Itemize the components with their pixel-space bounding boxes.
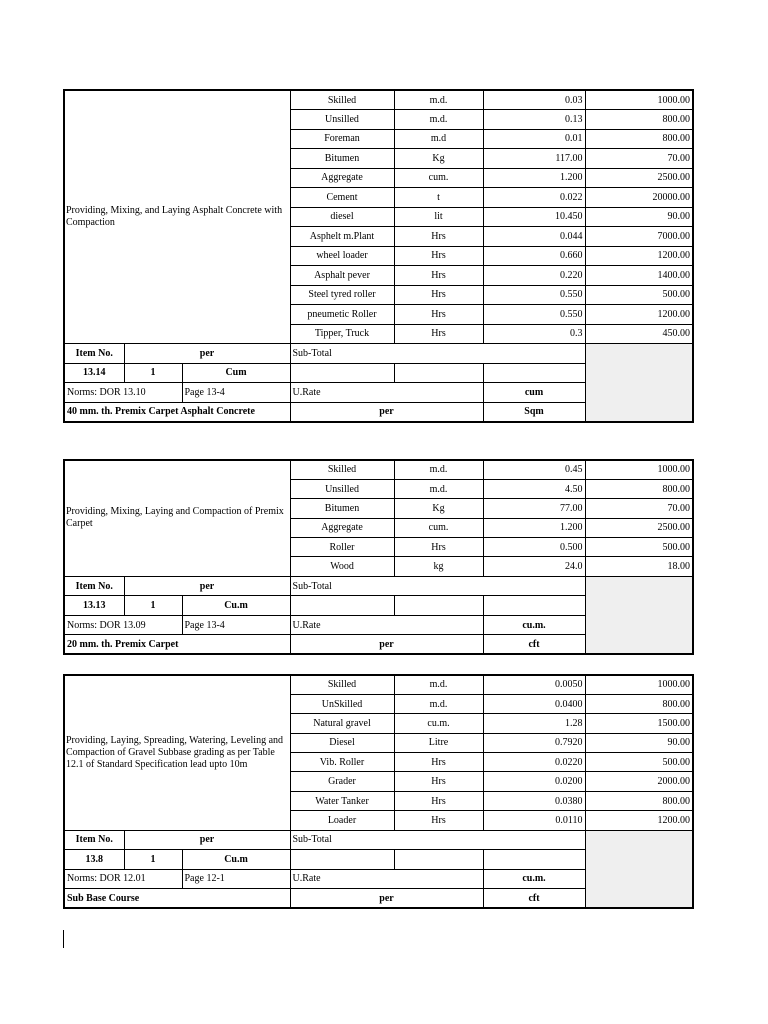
resource-rate: 7000.00 [585,227,693,247]
resource-name: Grader [290,772,394,791]
resource-quantity: 0.500 [483,538,585,557]
item-no-label: Item No. [64,344,124,364]
item-description: Providing, Mixing, and Laying Asphalt Concrete with Compaction [64,90,290,344]
resource-quantity: 77.00 [483,499,585,518]
amount-cell [585,344,693,422]
resource-quantity: 0.01 [483,129,585,149]
resource-unit: lit [394,207,483,227]
table-row [64,90,693,110]
blank-cell [483,596,585,616]
resource-rate: 18.00 [585,557,693,576]
resource-unit: kg [394,557,483,576]
resource-rate: 1400.00 [585,266,693,286]
per-unit: Cu.m [182,850,290,870]
resource-rate: 2000.00 [585,772,693,791]
resource-quantity: 0.0220 [483,753,585,772]
table-row [64,675,693,694]
footer-row [64,830,693,850]
resource-rate: 800.00 [585,110,693,130]
norms-reference: Norms: DOR 13.09 [64,615,182,635]
item-title: 20 mm. th. Premix Carpet [64,635,290,655]
table-row [64,460,693,479]
resource-unit: m.d. [394,460,483,479]
resource-name: Cement [290,188,394,208]
resource-unit: Hrs [394,772,483,791]
resource-rate: 500.00 [585,285,693,305]
resource-unit: cum. [394,518,483,537]
resource-unit: Hrs [394,811,483,830]
subtotal-label: Sub-Total [290,830,585,850]
resource-rate: 2500.00 [585,518,693,537]
resource-name: Steel tyred roller [290,285,394,305]
resource-rate: 90.00 [585,207,693,227]
resource-rate: 800.00 [585,791,693,810]
urate-unit: cu.m. [483,869,585,889]
resource-name: Tipper, Truck [290,324,394,344]
resource-name: Asphalt pever [290,266,394,286]
norms-reference: Norms: DOR 13.10 [64,383,182,403]
resource-name: Wood [290,557,394,576]
resource-quantity: 117.00 [483,149,585,169]
resource-name: Loader [290,811,394,830]
blank-cell [394,596,483,616]
resource-quantity: 0.022 [483,188,585,208]
resource-name: Aggregate [290,168,394,188]
resource-rate: 20000.00 [585,188,693,208]
resource-name: Unsilled [290,479,394,498]
resource-name: wheel loader [290,246,394,266]
alt-unit: Sqm [483,402,585,422]
page-reference: Page 12-1 [182,869,290,889]
blank-cell [290,363,394,383]
urate-label: U.Rate [290,615,483,635]
resource-unit: Hrs [394,324,483,344]
item-no: 13.13 [64,596,124,616]
item-no-label: Item No. [64,830,124,850]
norms-reference: Norms: DOR 12.01 [64,869,182,889]
resource-unit: Hrs [394,246,483,266]
resource-rate: 70.00 [585,149,693,169]
resource-name: Vib. Roller [290,753,394,772]
resource-unit: Kg [394,149,483,169]
urate-label: U.Rate [290,383,483,403]
resource-name: Aggregate [290,518,394,537]
resource-quantity: 0.0400 [483,694,585,713]
resource-unit: Hrs [394,285,483,305]
resource-name: Asphelt m.Plant [290,227,394,247]
alt-unit: cft [483,889,585,909]
resource-rate: 1200.00 [585,305,693,325]
resource-unit: Kg [394,499,483,518]
resource-name: Roller [290,538,394,557]
resource-quantity: 1.200 [483,518,585,537]
resource-unit: Hrs [394,305,483,325]
resource-unit: cu.m. [394,714,483,733]
resource-quantity: 4.50 [483,479,585,498]
page-reference: Page 13-4 [182,383,290,403]
blank-cell [394,363,483,383]
resource-quantity: 0.0200 [483,772,585,791]
per-quantity: 1 [124,596,182,616]
resource-name: Bitumen [290,149,394,169]
resource-unit: Hrs [394,227,483,247]
rate-table-2 [63,459,694,655]
resource-rate: 800.00 [585,694,693,713]
per-label: per [124,576,290,596]
resource-unit: Hrs [394,753,483,772]
resource-rate: 500.00 [585,753,693,772]
resource-quantity: 0.0050 [483,675,585,694]
resource-name: Foreman [290,129,394,149]
resource-name: Skilled [290,90,394,110]
resource-unit: m.d. [394,479,483,498]
resource-quantity: 0.3 [483,324,585,344]
resource-quantity: 0.0380 [483,791,585,810]
resource-rate: 1500.00 [585,714,693,733]
per-label: per [124,830,290,850]
per-quantity: 1 [124,363,182,383]
resource-unit: m.d. [394,675,483,694]
footer-row [64,576,693,596]
resource-name: Water Tanker [290,791,394,810]
resource-rate: 70.00 [585,499,693,518]
resource-rate: 1200.00 [585,811,693,830]
resource-unit: m.d [394,129,483,149]
amount-cell [585,576,693,654]
resource-unit: m.d. [394,110,483,130]
resource-unit: cum. [394,168,483,188]
resource-quantity: 0.044 [483,227,585,247]
blank-cell [290,850,394,870]
resource-rate: 500.00 [585,538,693,557]
per-label-2: per [290,402,483,422]
resource-rate: 90.00 [585,733,693,752]
resource-rate: 1000.00 [585,460,693,479]
resource-rate: 2500.00 [585,168,693,188]
amount-cell [585,830,693,908]
resource-unit: Hrs [394,791,483,810]
alt-unit: cft [483,635,585,655]
item-description: Providing, Mixing, Laying and Compaction of Premix Carpet [64,460,290,576]
resource-quantity: 0.7920 [483,733,585,752]
rate-table-1 [63,89,694,423]
resource-quantity: 0.0110 [483,811,585,830]
resource-quantity: 0.550 [483,305,585,325]
resource-quantity: 0.03 [483,90,585,110]
item-no: 13.8 [64,850,124,870]
resource-rate: 1200.00 [585,246,693,266]
resource-unit: Litre [394,733,483,752]
item-title: Sub Base Course [64,889,290,909]
subtotal-label: Sub-Total [290,576,585,596]
resource-quantity: 10.450 [483,207,585,227]
item-description: Providing, Laying, Spreading, Watering, Leveling and Compaction of Gravel Subbase grading as per Table 12.1 of Standard Specification lead upto 10m [64,675,290,830]
per-label-2: per [290,635,483,655]
resource-quantity: 0.220 [483,266,585,286]
per-quantity: 1 [124,850,182,870]
resource-unit: Hrs [394,538,483,557]
footer-row [64,344,693,364]
blank-cell [483,363,585,383]
resource-name: pneumetic Roller [290,305,394,325]
resource-rate: 800.00 [585,479,693,498]
per-unit: Cum [182,363,290,383]
item-no: 13.14 [64,363,124,383]
subtotal-label: Sub-Total [290,344,585,364]
blank-cell [394,850,483,870]
resource-rate: 800.00 [585,129,693,149]
resource-quantity: 0.550 [483,285,585,305]
resource-rate: 450.00 [585,324,693,344]
resource-unit: t [394,188,483,208]
per-label-2: per [290,889,483,909]
resource-quantity: 24.0 [483,557,585,576]
resource-name: Natural gravel [290,714,394,733]
resource-unit: m.d. [394,694,483,713]
urate-unit: cu.m. [483,615,585,635]
resource-rate: 1000.00 [585,675,693,694]
resource-name: Diesel [290,733,394,752]
item-title: 40 mm. th. Premix Carpet Asphalt Concrete [64,402,290,422]
resource-rate: 1000.00 [585,90,693,110]
per-unit: Cu.m [182,596,290,616]
resource-name: Bitumen [290,499,394,518]
blank-cell [483,850,585,870]
resource-unit: m.d. [394,90,483,110]
urate-unit: cum [483,383,585,403]
text-cursor [63,930,64,948]
resource-name: Skilled [290,675,394,694]
page-reference: Page 13-4 [182,615,290,635]
rate-table-3 [63,674,694,909]
resource-quantity: 1.200 [483,168,585,188]
resource-quantity: 1.28 [483,714,585,733]
resource-quantity: 0.45 [483,460,585,479]
item-no-label: Item No. [64,576,124,596]
urate-label: U.Rate [290,869,483,889]
resource-quantity: 0.13 [483,110,585,130]
resource-name: diesel [290,207,394,227]
resource-unit: Hrs [394,266,483,286]
resource-name: Skilled [290,460,394,479]
resource-name: Unsilled [290,110,394,130]
blank-cell [290,596,394,616]
per-label: per [124,344,290,364]
resource-quantity: 0.660 [483,246,585,266]
resource-name: UnSkilled [290,694,394,713]
